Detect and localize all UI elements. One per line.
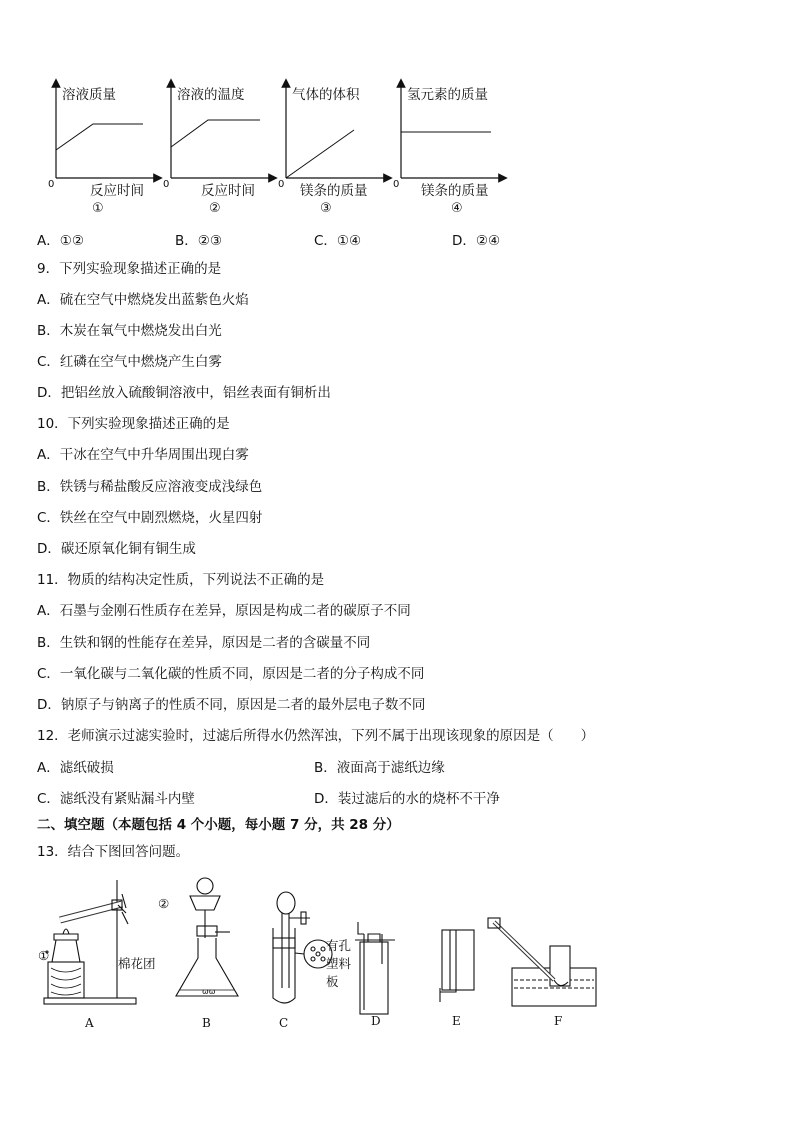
- graph-3: [278, 75, 393, 215]
- apparatus-label-a: A: [85, 1016, 94, 1030]
- mark-2: ②: [158, 896, 170, 911]
- q11-option-a: A．石墨与金刚石性质存在差异，原因是构成二者的碳原子不同: [37, 603, 411, 619]
- q9-stem: 9．下列实验现象描述正确的是: [37, 261, 222, 277]
- graph-number: ④: [451, 201, 463, 216]
- plate-label-3: 板: [326, 974, 339, 989]
- graph-1: [48, 75, 163, 215]
- q8-option-b: B．②③: [175, 233, 222, 249]
- plate-label-1: 有孔: [326, 938, 352, 953]
- graph-origin: 0: [393, 179, 400, 190]
- q11-option-b: B．生铁和钢的性能存在差异，原因是二者的含碳量不同: [37, 635, 371, 651]
- apparatus-d: [355, 922, 395, 1014]
- q10-option-a: A．干冰在空气中升华周围出现白雾: [37, 447, 249, 463]
- q11-option-d: D．钠原子与钠离子的性质不同，原因是二者的最外层电子数不同: [37, 697, 426, 713]
- q10-option-c: C．铁丝在空气中剧烈燃烧，火星四射: [37, 510, 263, 526]
- q9-option-b: B．木炭在氧气中燃烧发出白光: [37, 323, 222, 339]
- q13-stem: 13．结合下图回答问题。: [37, 844, 190, 860]
- q9-option-d: D．把铝丝放入硫酸铜溶液中，铝丝表面有铜析出: [37, 385, 331, 401]
- graph-2: [163, 75, 278, 215]
- q12-stem: 12．老师演示过滤实验时，过滤后所得水仍然浑浊，下列不属于出现该现象的原因是（ ）: [37, 728, 595, 744]
- graph-ylabel: 氢元素的质量: [407, 87, 488, 103]
- apparatus-c: [273, 892, 332, 1003]
- q12-option-b: B．液面高于滤纸边缘: [314, 760, 445, 776]
- q12-option-c: C．滤纸没有紧贴漏斗内壁: [37, 791, 195, 807]
- cotton-label: 棉花团: [118, 956, 156, 971]
- svg-text:ωω: ωω: [202, 987, 216, 996]
- graph-number: ①: [92, 201, 104, 216]
- graph-ylabel: 气体的体积: [292, 87, 360, 103]
- graph-xlabel: 反应时间: [201, 183, 255, 199]
- q9-option-c: C．红磷在空气中燃烧产生白雾: [37, 354, 222, 370]
- graph-origin: 0: [278, 179, 285, 190]
- graph-4: [393, 75, 508, 215]
- graph-origin: 0: [163, 179, 170, 190]
- graph-number: ③: [320, 201, 332, 216]
- graph-origin: 0: [48, 179, 55, 190]
- q10-stem: 10．下列实验现象描述正确的是: [37, 416, 230, 432]
- q8-option-c: C．①④: [314, 233, 362, 249]
- graph-number: ②: [209, 201, 221, 216]
- apparatus-b: [176, 878, 238, 996]
- q11-option-c: C．一氧化碳与二氧化碳的性质不同，原因是二者的分子构成不同: [37, 666, 425, 682]
- graph-ylabel: 溶液质量: [62, 87, 116, 103]
- mark-1: ①: [38, 948, 50, 963]
- q12-option-d: D．装过滤后的水的烧杯不干净: [314, 791, 500, 807]
- apparatus-f: [488, 918, 596, 1006]
- graph-ylabel: 溶液的温度: [177, 87, 245, 103]
- apparatus-a: [44, 880, 136, 1004]
- q8-option-d: D．②④: [452, 233, 501, 249]
- apparatus-label-f: F: [554, 1014, 563, 1028]
- q11-stem: 11．物质的结构决定性质，下列说法不正确的是: [37, 572, 325, 588]
- q8-option-a: A．①②: [37, 233, 84, 249]
- q10-option-b: B．铁锈与稀盐酸反应溶液变成浅绿色: [37, 479, 263, 495]
- apparatus-label-c: C: [279, 1016, 289, 1030]
- graph-xlabel: 镁条的质量: [421, 183, 489, 199]
- q12-option-a: A．滤纸破损: [37, 760, 114, 776]
- apparatus-drawing: [30, 868, 610, 1038]
- plate-label-2: 塑料: [326, 956, 352, 971]
- apparatus-label-d: D: [371, 1014, 381, 1028]
- graph-xlabel: 反应时间: [90, 183, 144, 199]
- apparatus-figure: [30, 868, 610, 1038]
- graph-xlabel: 镁条的质量: [300, 183, 368, 199]
- apparatus-e: [440, 930, 474, 1002]
- apparatus-label-e: E: [452, 1014, 461, 1028]
- q10-option-d: D．碳还原氧化铜有铜生成: [37, 541, 196, 557]
- apparatus-label-b: B: [202, 1016, 211, 1030]
- q9-option-a: A．硫在空气中燃烧发出蓝紫色火焰: [37, 292, 249, 308]
- section-heading: 二、填空题（本题包括 4 个小题，每小题 7 分，共 28 分）: [37, 817, 400, 833]
